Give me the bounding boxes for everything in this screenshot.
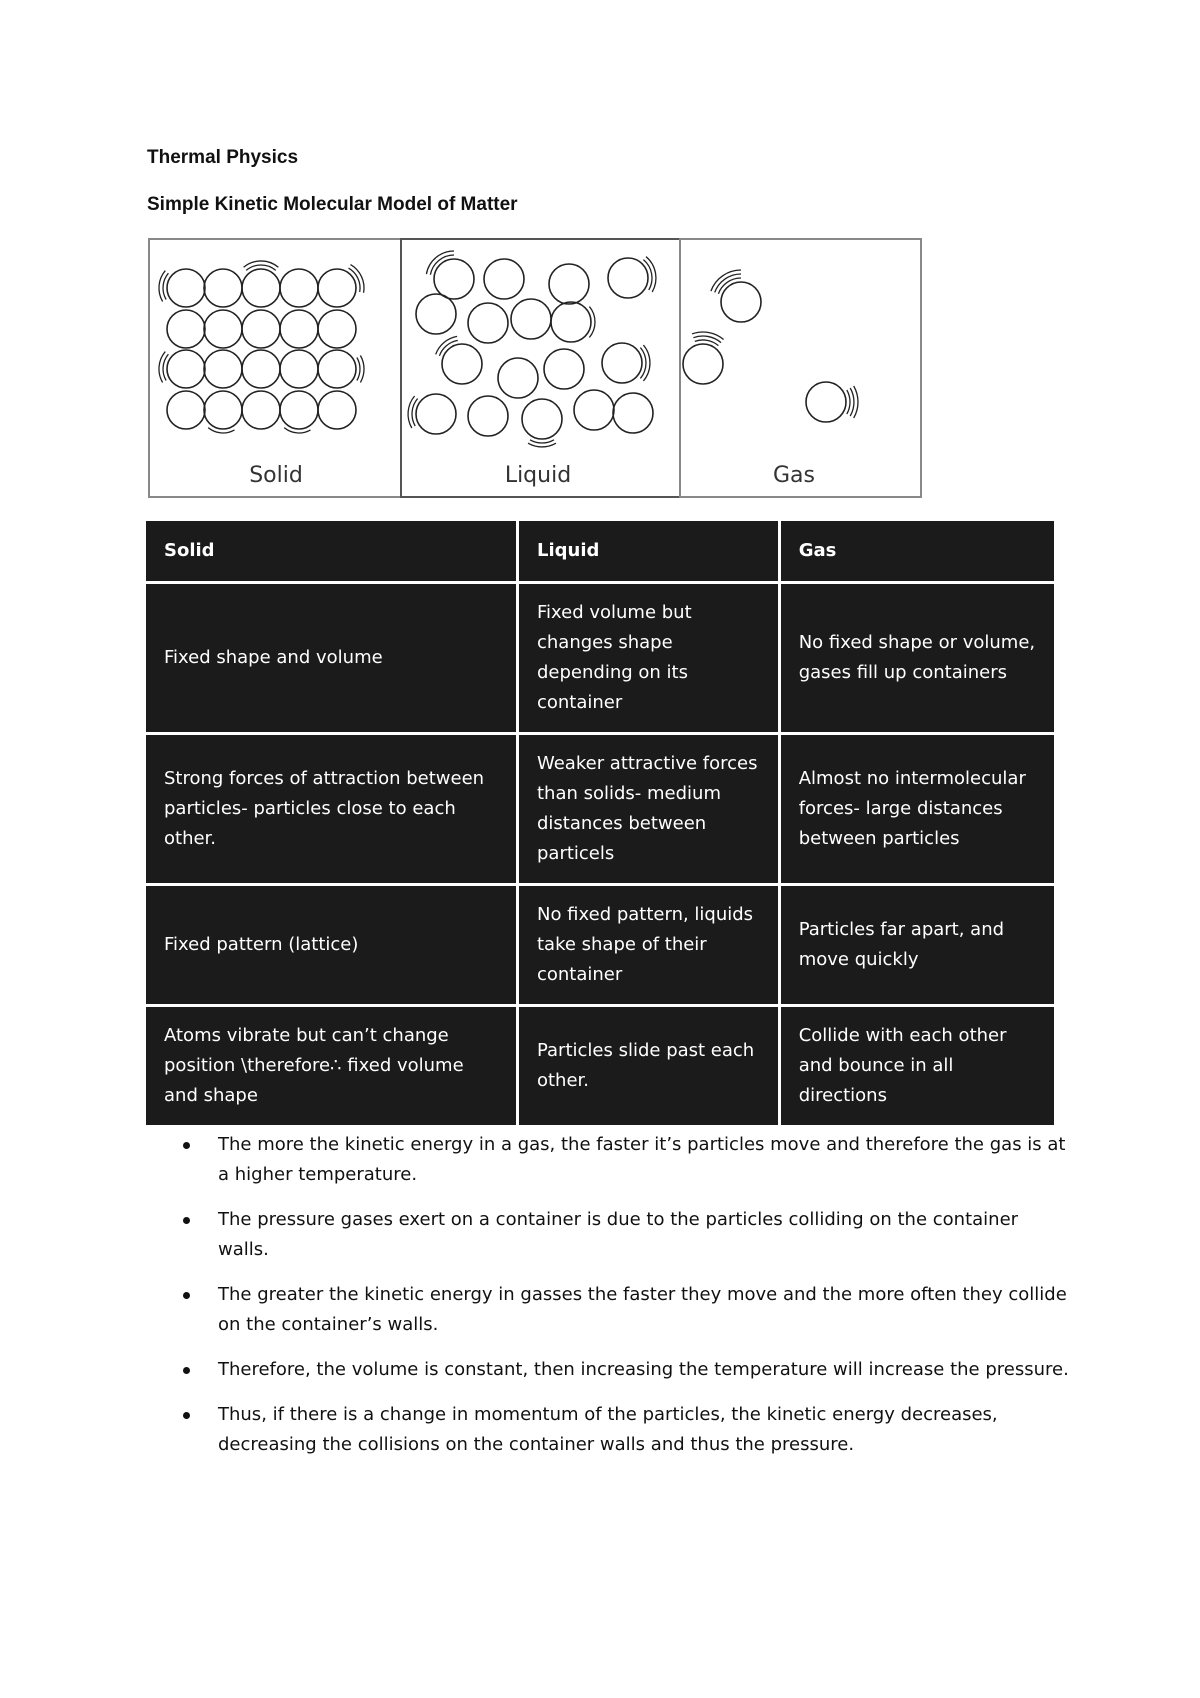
states-of-matter-figure — [148, 238, 922, 498]
table-row — [146, 1007, 1054, 1125]
table-cell: Fixed shape and volume — [146, 584, 516, 732]
list-item — [170, 1355, 1070, 1385]
table-cell: Fixed volume but changes shape depending on its container — [519, 584, 778, 732]
states-comparison-table — [143, 518, 1057, 1128]
list-item-text: Therefore, the volume is constant, then increasing the temperature will increase the pressure. — [218, 1359, 1069, 1380]
gas-panel-frame — [680, 239, 921, 497]
page-subtitle: Simple Kinetic Molecular Model of Matter — [147, 194, 518, 215]
list-item — [170, 1130, 1070, 1190]
gas-label: Gas — [773, 463, 815, 488]
bullet-icon — [183, 1367, 190, 1374]
header-liquid: Liquid — [519, 521, 778, 581]
list-item — [170, 1400, 1070, 1460]
table-cell: No fixed pattern, liquids take shape of their container — [519, 886, 778, 1004]
bullet-icon — [183, 1292, 190, 1299]
table-cell: Particles far apart, and move quickly — [781, 886, 1054, 1004]
table-cell: Atoms vibrate but can’t change position \therefore∴ fixed volume and shape — [146, 1007, 516, 1125]
table-cell: Weaker attractive forces than solids- medium distances between particels — [519, 735, 778, 883]
table-row — [146, 886, 1054, 1004]
table-row — [146, 584, 1054, 732]
page-title: Thermal Physics — [147, 147, 299, 168]
header-solid: Solid — [146, 521, 516, 581]
table-cell: Strong forces of attraction between particles- particles close to each other. — [146, 735, 516, 883]
particle-diagram — [148, 238, 922, 498]
solid-panel-frame — [149, 239, 401, 497]
list-item-text: The greater the kinetic energy in gasses the faster they move and the more often they collide on the container’s walls. — [218, 1284, 1067, 1335]
table-cell: Particles slide past each other. — [519, 1007, 778, 1125]
bullet-icon — [183, 1142, 190, 1149]
solid-label: Solid — [249, 463, 303, 488]
bullet-icon — [183, 1217, 190, 1224]
bullet-list — [170, 1130, 1070, 1475]
list-item-text: The pressure gases exert on a container is due to the particles colliding on the container walls. — [218, 1209, 1019, 1260]
list-item — [170, 1205, 1070, 1265]
liquid-label: Liquid — [504, 463, 572, 488]
list-item-text: The more the kinetic energy in a gas, the faster it’s particles move and therefore the gas is at a higher temperature. — [218, 1134, 1066, 1185]
table-cell: Collide with each other and bounce in all directions — [781, 1007, 1054, 1125]
table-cell: No fixed shape or volume, gases fill up containers — [781, 584, 1054, 732]
table-header-row — [146, 521, 1054, 581]
table-cell: Almost no intermolecular forces- large distances between particles — [781, 735, 1054, 883]
bullet-icon — [183, 1412, 190, 1419]
table-row — [146, 735, 1054, 883]
table-cell: Fixed pattern (lattice) — [146, 886, 516, 1004]
list-item-text: Thus, if there is a change in momentum of the particles, the kinetic energy decreases, decreasing the collisions on the container walls and thus the pressure. — [218, 1404, 998, 1455]
header-gas: Gas — [781, 521, 1054, 581]
list-item — [170, 1280, 1070, 1340]
